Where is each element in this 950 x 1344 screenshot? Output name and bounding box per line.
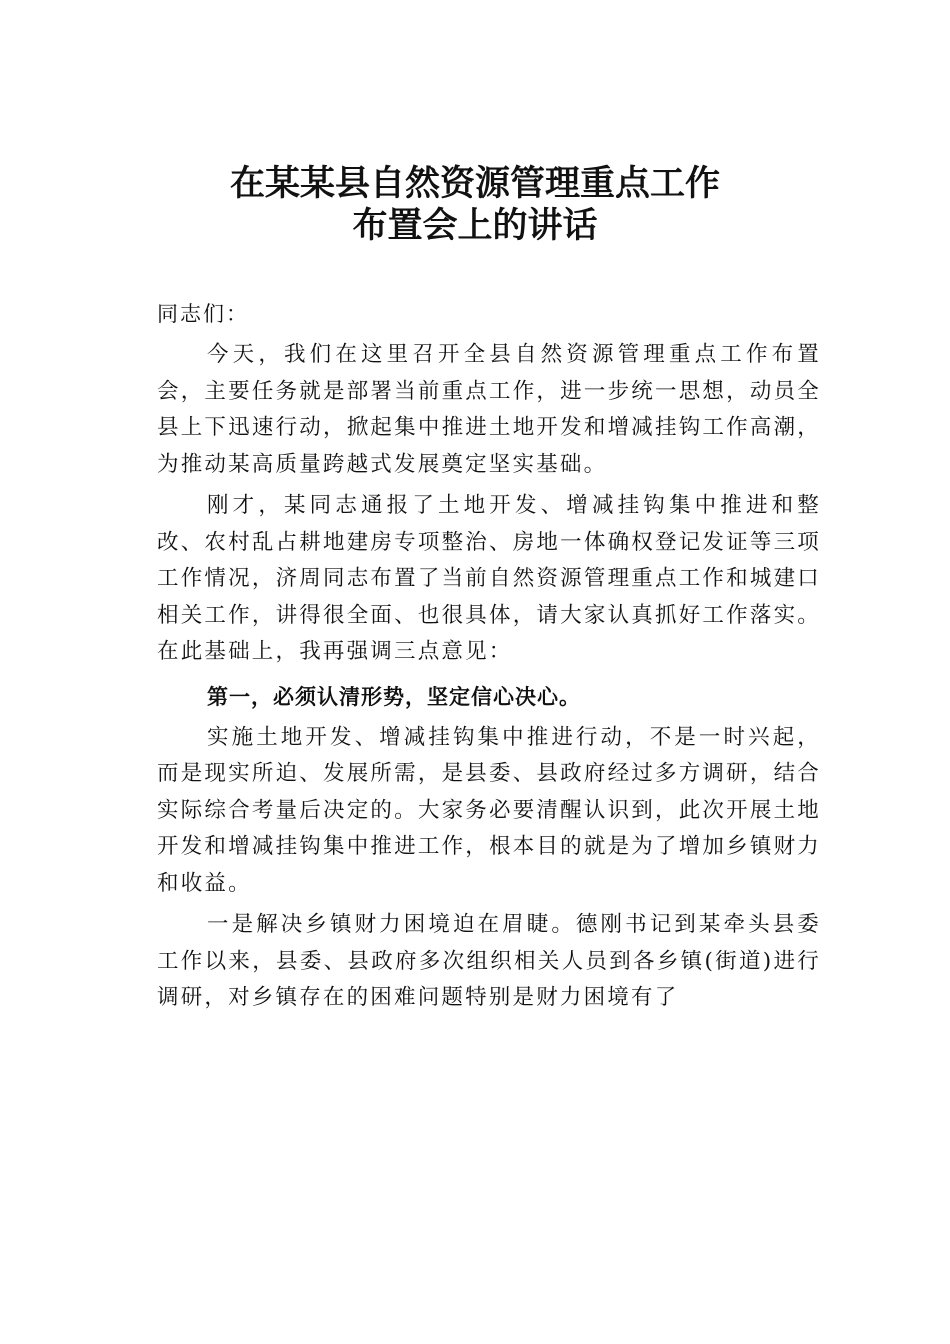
section-paragraph: 一是解决乡镇财力困境迫在眉睫。德刚书记到某牵头县委工作以来，县委、县政府多次组织相关人员到各乡镇(街道)进行调研，对乡镇存在的困难问题特别是财力困境有了	[157, 912, 821, 1010]
body-paragraph: 刚才，某同志通报了土地开发、增减挂钩集中推进和整改、农村乱占耕地建房专项整治、房地一体确权登记发证等三项工作情况，济周同志布置了当前自然资源管理重点工作和城建口相关工作，讲得很全面、也很具体，请大家认真抓好工作落实。在此基础上，我再强调三点意见：	[157, 493, 821, 664]
salutation: 同志们：	[157, 302, 249, 326]
section-paragraph: 实施土地开发、增减挂钩集中推进行动，不是一时兴起，而是现实所迫、发展所需，是县委、县政府经过多方调研，结合实际综合考量后决定的。大家务必要清醒认识到，此次开展土地开发和增减挂钩集中推进工作，根本目的就是为了增加乡镇财力和收益。	[157, 724, 821, 896]
section-heading: 第一，必须认清形势，坚定信心决心。	[207, 684, 581, 709]
document-title	[0, 163, 950, 247]
title-line-2: 布置会上的讲话	[352, 206, 598, 246]
title-line-1: 在某某县自然资源管理重点工作	[229, 164, 720, 204]
document-body	[157, 296, 821, 1017]
body-paragraph: 今天，我们在这里召开全县自然资源管理重点工作布置会，主要任务就是部署当前重点工作，进一步统一思想，动员全县上下迅速行动，掀起集中推进土地开发和增减挂钩工作高潮，为推动某高质量跨越式发展奠定坚实基础。	[157, 342, 821, 477]
